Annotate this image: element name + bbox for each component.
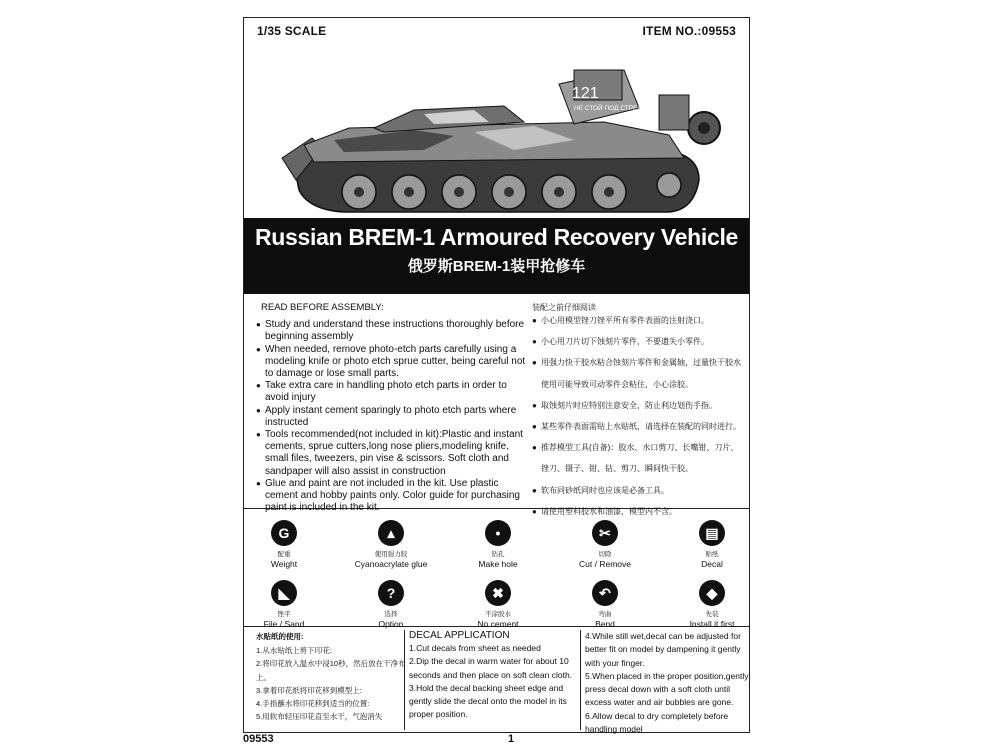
decal-cn-column [256,630,406,724]
decal-step-en: 5.When placed in the proper position,gently press decal down with a soft cloth until excess water and air bubbles are gone. [585,670,749,708]
legend-label-en: Cut / Remove [579,559,631,569]
legend-label-en: Bend [595,619,615,629]
decal-section [244,626,749,735]
read-heading-cn: 装配之前仔细阅读 [532,303,596,312]
decal-step-cn: 3.拿着印花纸将印花移到模型上: [256,685,362,695]
decal-step-en: 6.Allow decal to dry completely before handling model [585,710,729,735]
read-item: ● Apply instant cement sparingly to photo etch parts where instructed [256,405,526,429]
read-item-cn: ● 用强力快干胶水粘合蚀刻片零件和金属轴，过量快干胶水使用可能导致可动零件会粘住，小心涂胶。 [532,352,742,394]
read-list-en [256,319,526,514]
decal-heading-en: DECAL APPLICATION [409,630,510,641]
decal-step-en: 3.Hold the decal backing sheet edge and gently slide the decal onto the model in its proper position. [409,682,567,720]
footer-code: 09553 [243,733,274,745]
read-item: ● Glue and paint are not included in the kit. Use plastic cement and hobby paints only. Color guide for purchasing paint is included in the kit. [256,478,526,515]
read-item-cn: ● 某些零件表面需贴上水贴纸，请选择在装配的同时进行。 [532,416,742,437]
title-cn: 俄罗斯BREM-1装甲抢修车 [407,258,586,275]
question-icon: ? [378,580,404,606]
legend-label-cn: 贴纸 [705,551,719,558]
read-heading-en: READ BEFORE ASSEMBLY: [261,302,384,313]
decal-step-cn: 2.将印花放入温水中浸10秒，然后放在干净布上。 [256,659,406,682]
drill-icon: • [485,520,511,546]
legend-no-cement [448,580,548,629]
legend-cut [555,520,655,569]
legend-weight [234,520,334,569]
legend-label-en: Install it first [689,619,735,629]
decal-step-en: 4.While still wet,decal can be adjusted for better fit on model by dampening it gently with your finger. [585,631,741,668]
legend-decal [662,520,762,569]
hull-slogan: НЕ СТОЙ ПОД СТРЕЛОЙ! [574,105,654,112]
bend-icon: ↶ [592,580,618,606]
read-item-cn: ● 取蚀刻片时应特别注意安全，防止利边划伤手指。 [532,395,742,416]
instruction-page [243,17,750,733]
legend-label-en: No cement [477,619,519,629]
title-banner [244,218,749,294]
legend-label-en: File / Sand [263,619,305,629]
legend-label-cn: 选择 [384,611,398,618]
legend-label-cn: 锉平 [277,611,291,618]
no-cement-icon: ✖ [485,580,511,606]
legend-label-cn: 钻孔 [491,551,505,558]
read-item: ● Study and understand these instructions thoroughly before beginning assembly [256,319,526,343]
legend-label-cn: 使用强力胶 [374,551,408,558]
install-first-icon: ◆ [699,580,725,606]
legend-label-cn: 切除 [598,551,612,558]
read-en-column [256,302,526,514]
hull-number: 121 [572,85,599,102]
item-number: ITEM NO.:09553 [642,24,736,38]
read-item: ● Tools recommended(not included in kit):Plastic and instant cements, sprue cutters,long nose pliers,modeling knife, small files, tweezers, pin vise & scissors. Soft cloth and sandpaper will also assist in construction [256,429,526,478]
page-number: 1 [508,733,515,745]
legend-label-cn: 先装 [705,611,719,618]
read-item-cn: ● 小心用模型锉刀锉平所有零件表面的注射浇口。 [532,310,742,331]
legend-label-en: Option [378,619,404,629]
read-item: ● Take extra care in handling photo etch parts in order to avoid injury [256,380,526,404]
decal-step-cn: 1.从水贴纸上剪下印花: [256,646,332,655]
symbol-legend [244,508,749,627]
tank-illustration [274,40,734,218]
decal-step-cn: 5.用软布轻压印花直至水干，气泡消失 [256,712,383,722]
legend-bend [555,580,655,629]
read-item-cn: ● 小心用刀片切下蚀刻片零件，不要遗失小零件。 [532,331,742,352]
read-item: ● When needed, remove photo-etch parts carefully using a modeling knife or photo etch sprue cutter, being careful not to damage or lose small parts. [256,344,526,381]
decal-icon: ▤ [699,520,725,546]
legend-file [234,580,334,629]
read-before-assembly [244,294,749,516]
legend-label-cn: 配重 [277,551,291,558]
title-en: Russian BREM-1 Armoured Recovery Vehicle [254,224,739,250]
decal-step-cn: 4.手指蘸水将印花移到适当的位置: [256,699,370,709]
legend-label-en: Decal [701,559,723,569]
legend-label-en: Make hole [478,559,518,569]
decal-heading-cn: 水贴纸的使用: [256,632,304,641]
read-cn-column [532,302,742,522]
legend-label-en: Weight [270,559,298,569]
legend-glue [341,520,441,569]
read-item-cn: ● 请使用塑料胶水和油漆，模型内不含。 [532,501,742,522]
legend-label-cn: 不涂胶水 [485,611,511,618]
read-list-cn [532,310,742,522]
weight-icon: G [271,520,297,546]
legend-label-cn: 弯曲 [598,611,612,618]
legend-hole [448,520,548,569]
legend-install-first [662,580,762,629]
decal-step-en: 2.Dip the decal in warm water for about 10 seconds and then place on soft clean cloth. [409,656,573,680]
read-item-cn: ● 推荐模型工具(自备)：胶水、水口剪刀、长嘴钳、刀片、锉刀、镊子、钳、钻、剪刀、瞬间快干胶。 [532,437,742,479]
scale-label: 1/35 SCALE [257,24,327,38]
legend-label-en: Cyanoacrylate glue [354,559,428,569]
cut-icon: ✂ [592,520,618,546]
decal-step-en: 1.Cut decals from sheet as needed [409,643,541,653]
legend-option [341,580,441,629]
decal-en-column-2 [580,630,751,735]
file-icon: ◣ [271,580,297,606]
read-item-cn: ● 软布同砂纸同时也应该是必备工具。 [532,480,742,501]
decal-en-column [404,630,584,730]
glue-icon: ▴ [378,520,404,546]
